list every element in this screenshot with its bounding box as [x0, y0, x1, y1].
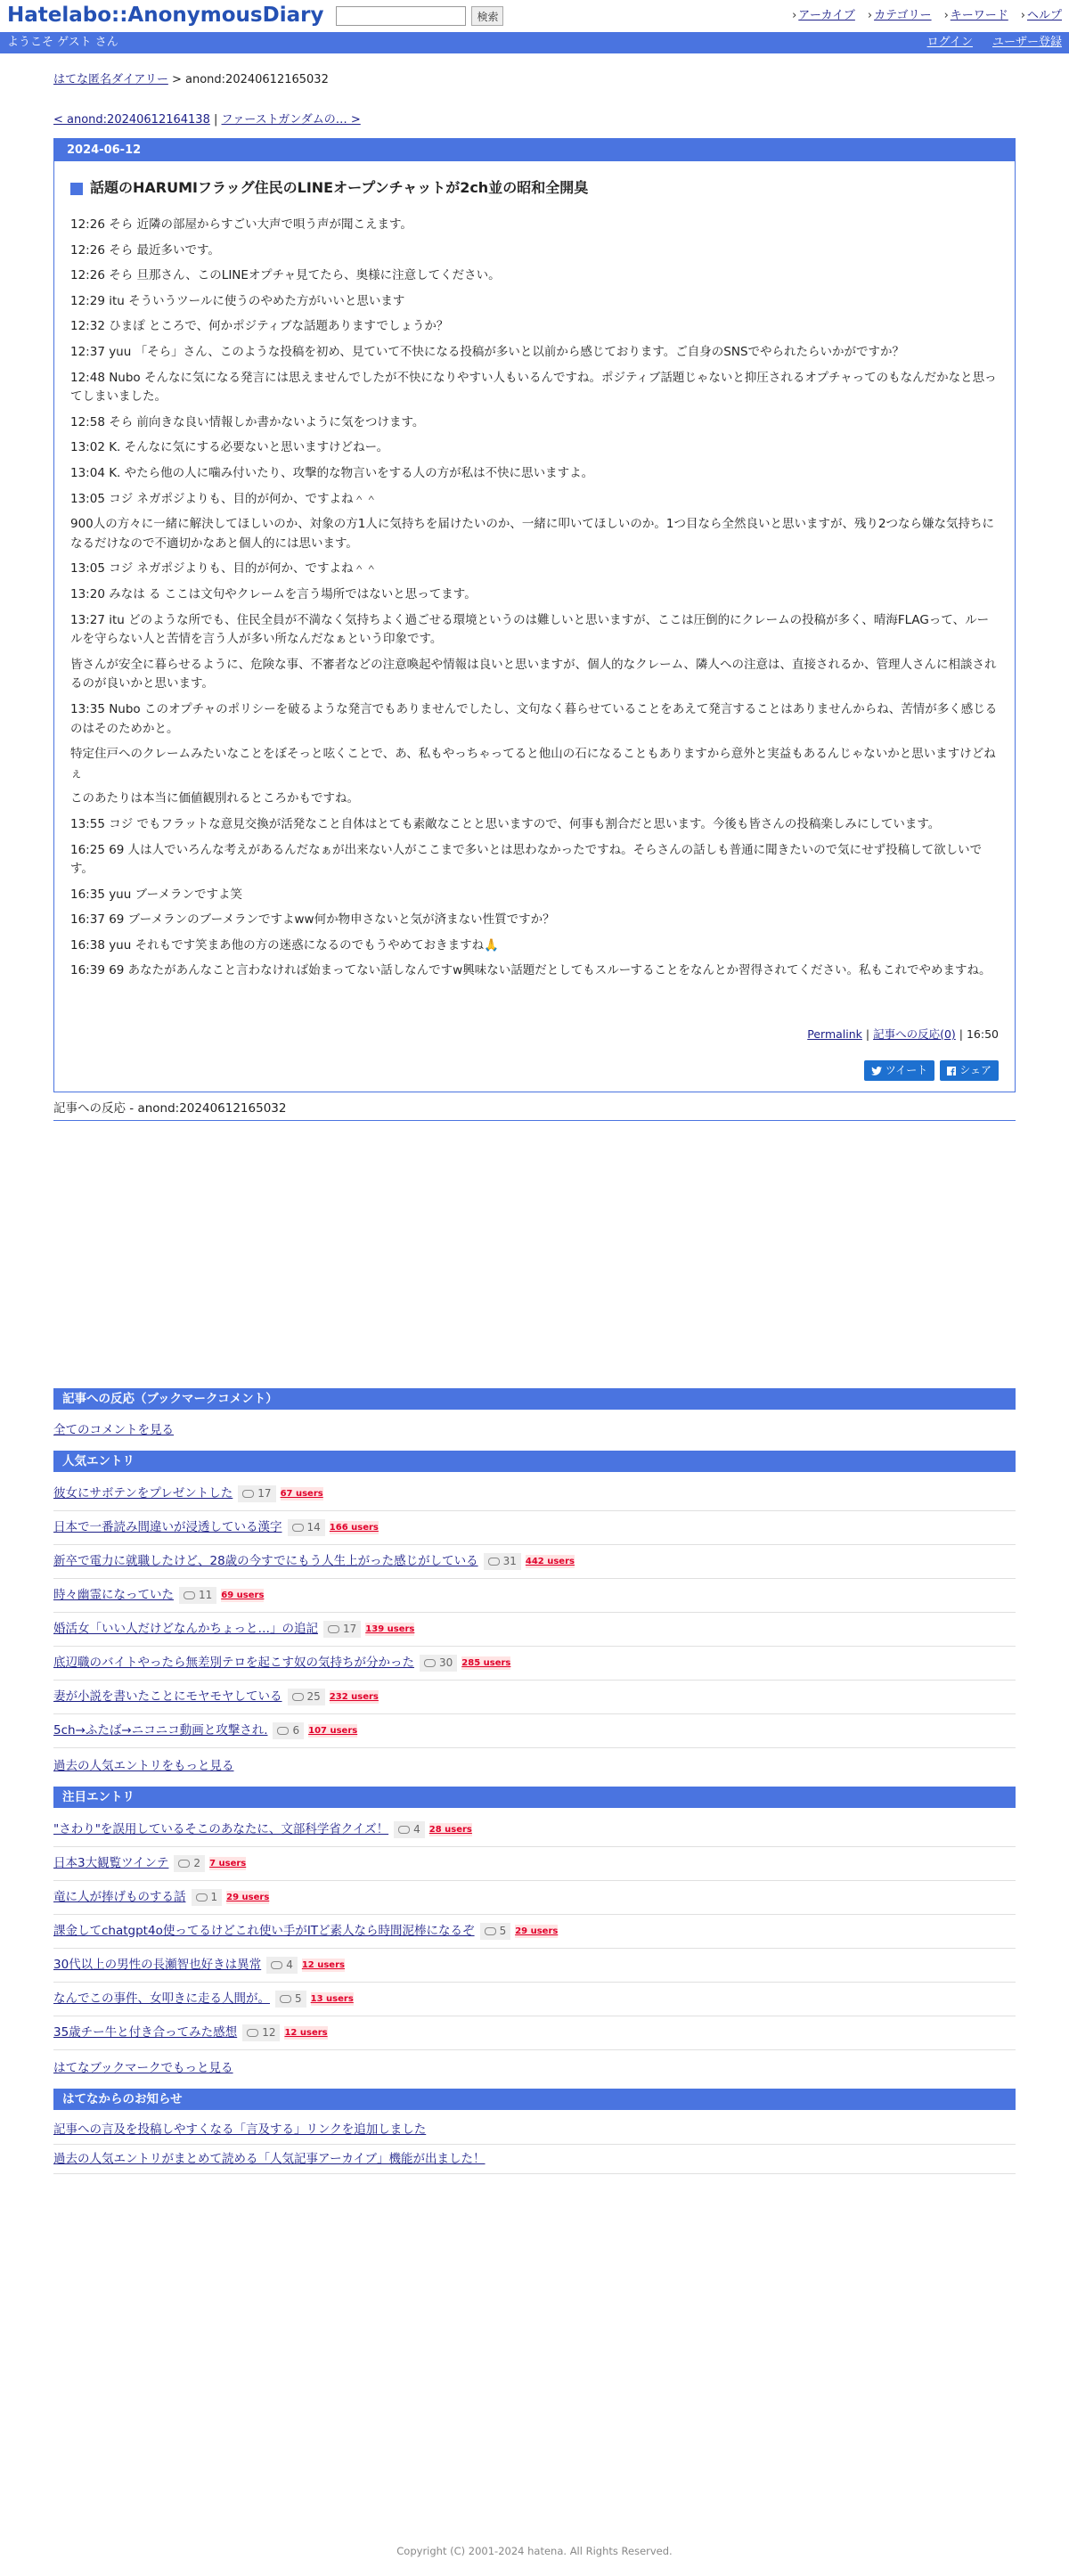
comment-count[interactable] — [242, 2024, 280, 2041]
tweet-label: ツイート — [885, 1064, 928, 1077]
breadcrumb-current: anond:20240612165032 — [185, 73, 329, 86]
search-button[interactable]: 検索 — [471, 6, 503, 26]
comment-count[interactable] — [394, 1821, 425, 1838]
comment-bubble-icon — [242, 1490, 254, 1498]
bookmark-users-badge[interactable]: 29 users — [226, 1891, 269, 1905]
bookmark-users-badge[interactable]: 442 users — [526, 1555, 575, 1569]
entry-link[interactable]: 日本3大観覧ツインテ — [53, 1855, 169, 1870]
notices-section-header: はてなからのお知らせ — [53, 2089, 1016, 2110]
entry-row — [53, 1915, 1016, 1949]
comment-count-value: 1 — [210, 1891, 218, 1904]
breadcrumb — [53, 71, 1016, 89]
login-link[interactable]: ログイン — [926, 35, 973, 49]
bookmark-users-badge[interactable]: 13 users — [311, 1992, 354, 2007]
entry-link[interactable]: 5ch→ふたば→ニコニコ動画と攻撃され. — [53, 1722, 268, 1738]
article-line: 13:55 コジ でもフラットな意見交換が活発なこと自体はとても素敵なことと思いますので、何事も割合だと思います。今後も皆さんの投稿楽しみにしています。 — [70, 816, 941, 831]
main-content — [53, 53, 1016, 2174]
facebook-icon — [947, 1067, 956, 1075]
article-date: 2024-06-12 — [67, 143, 142, 158]
entry-row — [53, 1511, 1016, 1545]
article-line: 12:26 そら 近隣の部屋からすごい大声で唄う声が聞こえます。 — [70, 217, 412, 233]
article — [53, 138, 1016, 1092]
article-line: このあたりは本当に価値観別れるところかもですね。 — [70, 791, 359, 806]
bookmark-users-badge[interactable]: 107 users — [308, 1724, 357, 1738]
pager-separator: | — [209, 113, 222, 127]
article-line: 13:20 みなは る ここは文句やクレームを言う場所ではないと思ってます。 — [70, 586, 477, 601]
comment-bubble-icon — [178, 1860, 190, 1868]
entry-row — [53, 1647, 1016, 1681]
comment-bubble-icon — [485, 1927, 496, 1935]
comment-count-value: 4 — [286, 1959, 293, 1972]
bookmark-users-badge[interactable]: 285 users — [461, 1656, 510, 1671]
comment-bubble-icon — [292, 1693, 304, 1701]
nav-keyword-link[interactable]: キーワード — [950, 8, 1008, 22]
chevron-right-icon: › — [1020, 8, 1025, 22]
article-line: 13:27 itu どのような所でも、住民全員が不満なく気持ちよく過ごせる環境というのは難しいと思いますが、ここは圧倒的にクレームの投稿が多く、晴海FLAGって、ルールを守らない人と苦情を言う人が多い所なんだなぁという印象です。 — [70, 612, 990, 647]
comment-count-value: 12 — [262, 2026, 276, 2040]
comment-bubble-icon — [196, 1893, 208, 1901]
user-bar — [0, 32, 1069, 53]
entry-row — [53, 1881, 1016, 1915]
comment-count[interactable] — [273, 1722, 304, 1739]
entry-row — [53, 2016, 1016, 2050]
comment-count[interactable] — [323, 1621, 361, 1638]
nav-item-archive[interactable] — [792, 7, 855, 25]
permalink[interactable]: Permalink — [807, 1027, 862, 1042]
facebook-share-button[interactable] — [940, 1060, 999, 1081]
article-title — [70, 177, 999, 200]
article-line: 13:35 Nubo このオプチャのポリシーを破るような発言でもありませんでしたし、文句なく暮らせていることをあえて発言することはありませんからね、苦情が多く感じるのはそのためかと。 — [70, 701, 998, 736]
notices-list — [53, 2115, 1016, 2174]
comment-bubble-icon — [328, 1625, 339, 1633]
entry-row — [53, 1681, 1016, 1714]
article-line: 13:05 コジ ネガポジよりも、目的が何か、ですよね＾＾ — [70, 491, 378, 506]
attention-section-header: 注目エントリ — [53, 1787, 1016, 1808]
comment-count[interactable] — [288, 1519, 325, 1536]
entry-link[interactable]: 婚活女「いい人だけどなんかちょっと…」の追記 — [53, 1621, 318, 1636]
entry-link[interactable]: 30代以上の男性の長瀬智也好きは異常 — [53, 1957, 262, 1972]
article-line: 12:37 yuu 「そら」さん、このような投稿を初め、見ていて不快になる投稿が多いと以前から感じております。ご自身のSNSでやられたらいかがですか？ — [70, 345, 905, 360]
pager — [53, 111, 1016, 129]
comment-bubble-icon — [398, 1826, 410, 1834]
entry-row — [53, 1477, 1016, 1511]
attention-entry-list — [53, 1813, 1016, 2050]
entry-row — [53, 1847, 1016, 1881]
search-input[interactable] — [336, 6, 466, 26]
comment-count-value: 2 — [193, 1857, 201, 1870]
comment-count-value: 14 — [306, 1521, 321, 1534]
comment-count[interactable] — [288, 1689, 325, 1705]
comment-count-value: 5 — [499, 1925, 507, 1938]
comment-count[interactable] — [238, 1485, 275, 1502]
entry-link[interactable]: 新卒で電力に就職したけど、28歳の今すでにもう人生上がった感じがしている — [53, 1553, 478, 1568]
breadcrumb-home[interactable]: はてな匿名ダイアリー — [53, 73, 168, 86]
article-line: 12:58 そら 前向きな良い情報しか書かないように気をつけます。 — [70, 414, 425, 429]
bookmark-users-badge[interactable]: 67 users — [281, 1487, 323, 1501]
article-line: 皆さんが安全に暮らせるように、危険な事、不審者などの注意喚起や情報は良いと思いますが、個人的なクレーム、隣人への注意は、直接されるか、管理人さんに相談されるのが良いかと思います。 — [70, 657, 997, 691]
breadcrumb-separator: > — [167, 73, 186, 86]
bookmark-users-badge[interactable]: 29 users — [515, 1925, 558, 1939]
entry-link[interactable]: "さわり"を誤用しているそこのあなたに、文部科学省クイズ！ — [53, 1821, 389, 1836]
welcome-text: ようこそ ゲスト さん — [7, 35, 118, 49]
comment-count[interactable] — [174, 1855, 205, 1872]
title-square-icon — [70, 183, 83, 195]
bookmark-section-header: 記事への反応（ブックマークコメント） — [53, 1388, 1016, 1410]
nav-item-keyword[interactable] — [944, 7, 1008, 25]
empty-space — [53, 1121, 1016, 1388]
bookmark-users-badge[interactable]: 12 users — [302, 1959, 345, 1973]
chevron-right-icon: › — [867, 8, 873, 22]
bookmark-users-badge[interactable]: 69 users — [221, 1589, 264, 1603]
article-date-bar — [54, 139, 1015, 161]
comment-count[interactable] — [266, 1957, 298, 1974]
comment-bubble-icon — [280, 1995, 291, 2003]
prev-entry-link[interactable]: < anond:20240612164138 — [53, 113, 210, 127]
more-popular-link[interactable]: 過去の人気エントリをもっと見る — [53, 1758, 234, 1773]
entry-link[interactable]: 時々幽霊になっていた — [53, 1587, 174, 1602]
bookmark-users-badge[interactable]: 139 users — [365, 1623, 414, 1637]
nav-item-category[interactable] — [868, 7, 932, 25]
nav-item-help[interactable] — [1021, 7, 1062, 25]
notice-item — [53, 2145, 1016, 2174]
entry-link[interactable]: 課金してchatgpt4o使ってるけどこれ使い手がITど素人なら時間泥棒になるぞ — [53, 1923, 475, 1938]
entry-row — [53, 1613, 1016, 1647]
comment-bubble-icon — [271, 1961, 282, 1969]
entry-link[interactable]: 底辺職のバイトやったら無差別テロを起こす奴の気持ちが分かった — [53, 1655, 414, 1670]
comment-count-value: 17 — [343, 1623, 357, 1636]
article-line: 13:04 K. やたら他の人に噛み付いたり、攻撃的な物言いをする人の方が私は不快に思いますよ。 — [70, 466, 594, 481]
chevron-right-icon: › — [792, 8, 797, 22]
comment-bubble-icon — [488, 1558, 500, 1566]
article-line: 900人の方々に一緒に解決してほしいのか、対象の方1人に気持ちを届けたいのか、一緒に叩いてほしいのか。1つ目なら全然良いと思いますが、残り2つなら嫌な気持ちになるだけなので不適切かなあと個人的には思います。 — [70, 517, 995, 551]
comment-count-value: 5 — [295, 1992, 302, 2006]
article-line: 16:25 69 人は人でいろんな考えがあるんだなぁが出来ない人がここまで多いとは思わなかったですね。そらさんの話しも普通に聞きたいので気にせず投稿して欲しいです。 — [70, 842, 983, 877]
reactions-heading: 記事への反応 - anond:20240612165032 — [53, 1100, 1016, 1121]
entry-link[interactable]: 35歳チー牛と付き合ってみた感想 — [53, 2024, 238, 2040]
comment-count[interactable] — [420, 1655, 457, 1672]
article-body — [54, 216, 1015, 981]
comment-count-value: 31 — [502, 1555, 517, 1568]
comment-count[interactable] — [192, 1889, 223, 1906]
bookmark-users-badge[interactable]: 166 users — [330, 1521, 379, 1535]
bookmark-users-badge[interactable]: 232 users — [330, 1690, 379, 1705]
article-line: 16:37 69 ブーメランのブーメランですよww何か物申さないと気が済まない性質ですか？ — [70, 912, 555, 928]
comment-bubble-icon — [247, 2029, 258, 2037]
article-title-text[interactable]: 話題のHARUMIフラッグ住民のLINEオープンチャットが2ch並の昭和全開臭 — [90, 179, 589, 197]
reactions-link[interactable]: 記事への反応(0) — [873, 1027, 956, 1042]
tweet-button[interactable] — [864, 1060, 934, 1081]
entry-row — [53, 1579, 1016, 1613]
comment-bubble-icon — [184, 1591, 195, 1599]
share-label: シェア — [959, 1064, 991, 1077]
article-line: 特定住戸へのクレームみたいなことをぼそっと呟くことで、あ、私もやっちゃってると他山の石になることもありますから意外と実益もあるんじゃないかと思いますけどねぇ — [70, 747, 996, 781]
register-link[interactable]: ユーザー登録 — [991, 35, 1062, 49]
share-buttons — [54, 1060, 1015, 1081]
comment-count[interactable] — [480, 1923, 511, 1940]
article-line: 16:35 yuu ブーメランですよ笑 — [70, 887, 243, 902]
article-line: 12:48 Nubo そんなに気になる発言には思えませんでしたが不快になりやすい人もいるんですね。ポジティブ話題じゃないと抑圧されるオプチャってのもなんだかなと思ってしまいました。 — [70, 370, 997, 405]
copyright: Copyright (C) 2001-2024 hatena. All Rights Reserved. — [396, 2545, 673, 2558]
comment-count[interactable] — [484, 1553, 521, 1570]
user-actions — [927, 34, 1062, 52]
nav-category-link[interactable]: カテゴリー — [874, 8, 932, 22]
comment-count-value: 25 — [306, 1690, 321, 1704]
comment-count-value: 4 — [413, 1823, 420, 1836]
article-line: 13:02 K. そんなに気にする必要ないと思いますけどねー。 — [70, 440, 389, 455]
nav-archive-link[interactable]: アーカイブ — [798, 8, 855, 22]
top-nav — [792, 7, 1062, 25]
comment-count-value: 6 — [292, 1724, 300, 1738]
twitter-icon — [871, 1067, 882, 1075]
comment-count-value: 30 — [439, 1656, 453, 1670]
article-line: 13:05 コジ ネガポジよりも、目的が何か、ですよね＾＾ — [70, 561, 378, 577]
notice-link[interactable]: 記事への言及を投稿しやすくなる「言及する」リンクを追加しました — [53, 2122, 427, 2137]
article-time: 16:50 — [966, 1027, 999, 1042]
entry-row — [53, 1813, 1016, 1847]
entry-link[interactable]: 日本で一番読み間違いが浸透している漢字 — [53, 1519, 282, 1534]
article-line: 12:26 そら 最近多いです。 — [70, 242, 220, 258]
comment-count-value: 17 — [257, 1487, 272, 1501]
entry-link[interactable]: なんでこの事件、女叩きに走る人間が。 — [53, 1991, 270, 2006]
notice-item — [53, 2115, 1016, 2145]
chevron-right-icon: › — [943, 8, 949, 22]
entry-row — [53, 1714, 1016, 1748]
entry-row — [53, 1949, 1016, 1983]
bookmark-users-badge[interactable]: 7 users — [209, 1857, 246, 1871]
bookmark-users-badge[interactable]: 28 users — [429, 1823, 472, 1837]
article-line: 12:26 そら 旦那さん、このLINEオプチャ見てたら、奥様に注意してください。 — [70, 268, 501, 283]
more-bookmark-link[interactable]: はてなブックマークでもっと見る — [53, 2060, 233, 2075]
comment-bubble-icon — [424, 1659, 436, 1667]
entry-row — [53, 1545, 1016, 1579]
top-bar — [0, 0, 1069, 32]
notice-link[interactable]: 過去の人気エントリがまとめて読める「人気記事アーカイブ」機能が出ました！ — [53, 2151, 486, 2166]
entry-link[interactable]: 彼女にサボテンをプレゼントした — [53, 1485, 233, 1501]
next-entry-link[interactable]: ファーストガンダムの… > — [221, 113, 361, 127]
comment-count-value: 11 — [199, 1589, 213, 1602]
entry-link[interactable]: 竜に人が捧げものする話 — [53, 1889, 186, 1904]
bookmark-users-badge[interactable]: 12 users — [284, 2026, 327, 2040]
comment-bubble-icon — [277, 1727, 289, 1735]
entry-link[interactable]: 妻が小説を書いたことにモヤモヤしている — [53, 1689, 282, 1704]
site-logo[interactable]: Hatelabo::AnonymousDiary — [7, 4, 324, 28]
popular-section-header: 人気エントリ — [53, 1451, 1016, 1472]
article-line: 16:39 69 あなたがあんなこと言わなければ始まってない話しなんですw興味ない話題だとしてもスルーすることをなんとか習得されてください。私もこれでやめますね。 — [70, 963, 991, 978]
nav-help-link[interactable]: ヘルプ — [1026, 8, 1062, 22]
article-footer: Permalink | 記事への反応(0) | 16:50 — [807, 1027, 999, 1042]
comment-count[interactable] — [179, 1587, 216, 1604]
all-comments-link[interactable]: 全てのコメントを見る — [53, 1422, 174, 1437]
comment-bubble-icon — [292, 1524, 304, 1532]
article-line: 12:32 ひまぽ ところで、何かポジティブな話題ありますでしょうか？ — [70, 319, 449, 334]
popular-entry-list — [53, 1477, 1016, 1748]
article-line: 12:29 itu そういうツールに使うのやめた方がいいと思います — [70, 293, 405, 308]
entry-row — [53, 1983, 1016, 2016]
comment-count[interactable] — [275, 1991, 306, 2008]
article-line: 16:38 yuu それもです笑まあ他の方の迷惑になるのでもうやめておきますね🙏 — [70, 937, 499, 953]
